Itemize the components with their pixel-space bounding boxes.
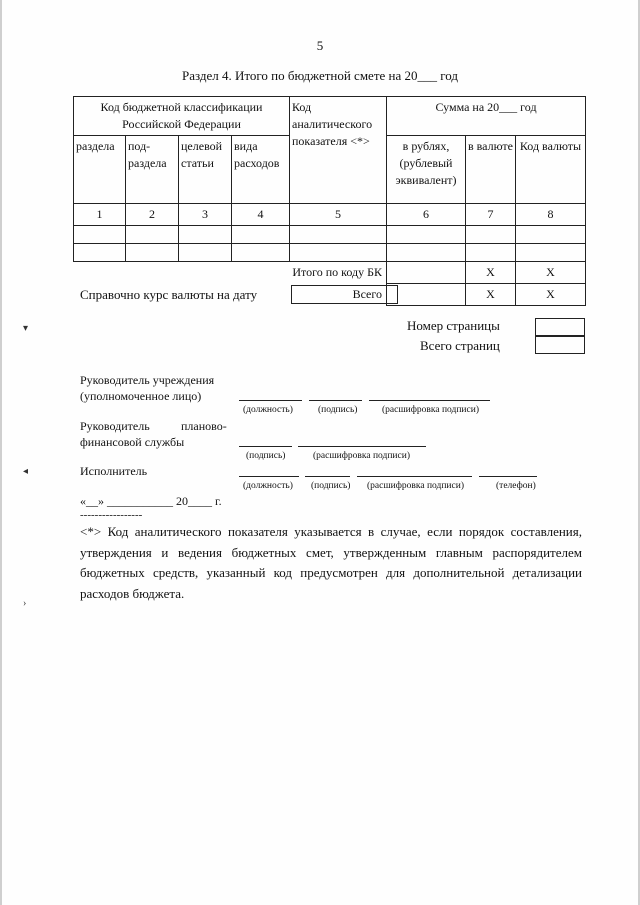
table-cell[interactable] — [387, 226, 466, 244]
table-cell[interactable] — [290, 244, 387, 262]
total-rub-cell[interactable] — [387, 284, 466, 306]
table-cell[interactable] — [126, 226, 179, 244]
colnum: 7 — [466, 204, 516, 226]
colnum: 4 — [232, 204, 290, 226]
finance-signature-line[interactable] — [239, 446, 292, 447]
footnote-separator: ----------------- — [80, 509, 143, 521]
caption-signature: (подпись) — [246, 451, 286, 461]
total-label: Всего — [352, 286, 382, 301]
head-label-sub: (уполномоченное лицо) — [80, 389, 202, 403]
head-decode-line[interactable] — [369, 400, 490, 401]
colnum: 6 — [387, 204, 466, 226]
column-number-row — [74, 204, 586, 226]
colnum: 2 — [126, 204, 179, 226]
header-kbk: Код бюджетной классификации Российской Федерации — [74, 97, 290, 136]
head-position-line[interactable] — [239, 400, 302, 401]
head-signature-line[interactable] — [309, 400, 362, 401]
x-mark: X — [516, 284, 586, 306]
table-cell[interactable] — [516, 244, 586, 262]
footnote-text: <*> Код аналитического показателя указывается в случае, если порядок составления, утверждения и ведения бюджетных смет, утвержденным главным распорядителем бюджетных средств, указанный код предусмотрен для дополнительной детализации расходов бюджета. — [80, 524, 582, 601]
caption-phone: (телефон) — [496, 481, 536, 491]
subheader-rub: в рублях, (рублевый эквивалент) — [387, 136, 466, 204]
subheader-podrazdel: под-раздела — [126, 136, 179, 204]
colnum: 8 — [516, 204, 586, 226]
x-mark: X — [516, 262, 586, 284]
page-number: 5 — [316, 38, 324, 53]
table-cell[interactable] — [466, 226, 516, 244]
table-cell[interactable] — [126, 244, 179, 262]
finance-decode-line[interactable] — [298, 446, 426, 447]
total-bk-label: Итого по коду БК — [292, 265, 382, 279]
finance-label: Руководитель — [80, 419, 150, 433]
caption-decode: (расшифровка подписи) — [382, 405, 479, 415]
caption-signature: (подпись) — [318, 405, 358, 415]
table-cell[interactable] — [179, 244, 232, 262]
table-cell[interactable] — [290, 226, 387, 244]
table-cell[interactable] — [466, 244, 516, 262]
page-number-field[interactable] — [535, 318, 585, 336]
colnum: 3 — [179, 204, 232, 226]
x-mark: X — [466, 284, 516, 306]
caption-decode: (расшифровка подписи) — [313, 451, 410, 461]
finance-label-b: планово- — [181, 419, 227, 433]
colnum: 5 — [290, 204, 387, 226]
binding-hole-mark: › — [23, 598, 27, 609]
total-pages-field[interactable] — [535, 336, 585, 354]
exchange-rate-field[interactable] — [291, 285, 398, 304]
caption-signature: (подпись) — [311, 481, 351, 491]
caption-position: (должность) — [243, 481, 293, 491]
header-analytic-code: Код аналитического показателя <*> — [290, 97, 387, 204]
table-cell[interactable] — [74, 244, 126, 262]
executor-decode-line[interactable] — [357, 476, 472, 477]
subheader-razdel: раздела — [74, 136, 126, 204]
caption-decode: (расшифровка подписи) — [367, 481, 464, 491]
subheader-vid: вида расходов — [232, 136, 290, 204]
scan-left-edge — [0, 0, 2, 905]
table-cell[interactable] — [179, 226, 232, 244]
budget-table — [73, 96, 586, 306]
total-bk-row — [74, 262, 586, 284]
head-label: Руководитель учреждения — [80, 373, 215, 387]
page-number-label: Номер страницы — [407, 318, 500, 333]
table-cell[interactable] — [387, 244, 466, 262]
executor-label: Исполнитель — [80, 464, 148, 478]
subheader-val: в валюте — [466, 136, 516, 204]
section-title: Раздел 4. Итого по бюджетной смете на 20___ год — [181, 68, 459, 83]
executor-position-line[interactable] — [239, 476, 299, 477]
exchange-rate-label: Справочно курс валюты на дату — [80, 287, 258, 302]
subheader-kod: Код валюты — [516, 136, 586, 204]
total-pages-label: Всего страниц — [420, 338, 500, 353]
table-cell[interactable] — [232, 244, 290, 262]
caption-position: (должность) — [243, 405, 293, 415]
total-bk-rub-cell[interactable] — [387, 262, 466, 284]
table-cell[interactable] — [232, 226, 290, 244]
table-header-row — [74, 97, 586, 136]
subheader-celevoy: целевой статьи — [179, 136, 232, 204]
binding-hole-mark: ▾ — [23, 323, 29, 334]
binding-hole-mark: ◂ — [23, 466, 29, 477]
colnum: 1 — [74, 204, 126, 226]
table-cell[interactable] — [74, 226, 126, 244]
date-line: «__» ___________ 20____ г. — [80, 494, 222, 508]
table-row — [74, 226, 586, 244]
executor-signature-line[interactable] — [305, 476, 350, 477]
table-cell[interactable] — [516, 226, 586, 244]
finance-label-c: финансовой службы — [80, 435, 185, 449]
executor-phone-line[interactable] — [479, 476, 537, 477]
header-sum: Сумма на 20___ год — [387, 97, 586, 136]
table-row — [74, 244, 586, 262]
x-mark: X — [466, 262, 516, 284]
